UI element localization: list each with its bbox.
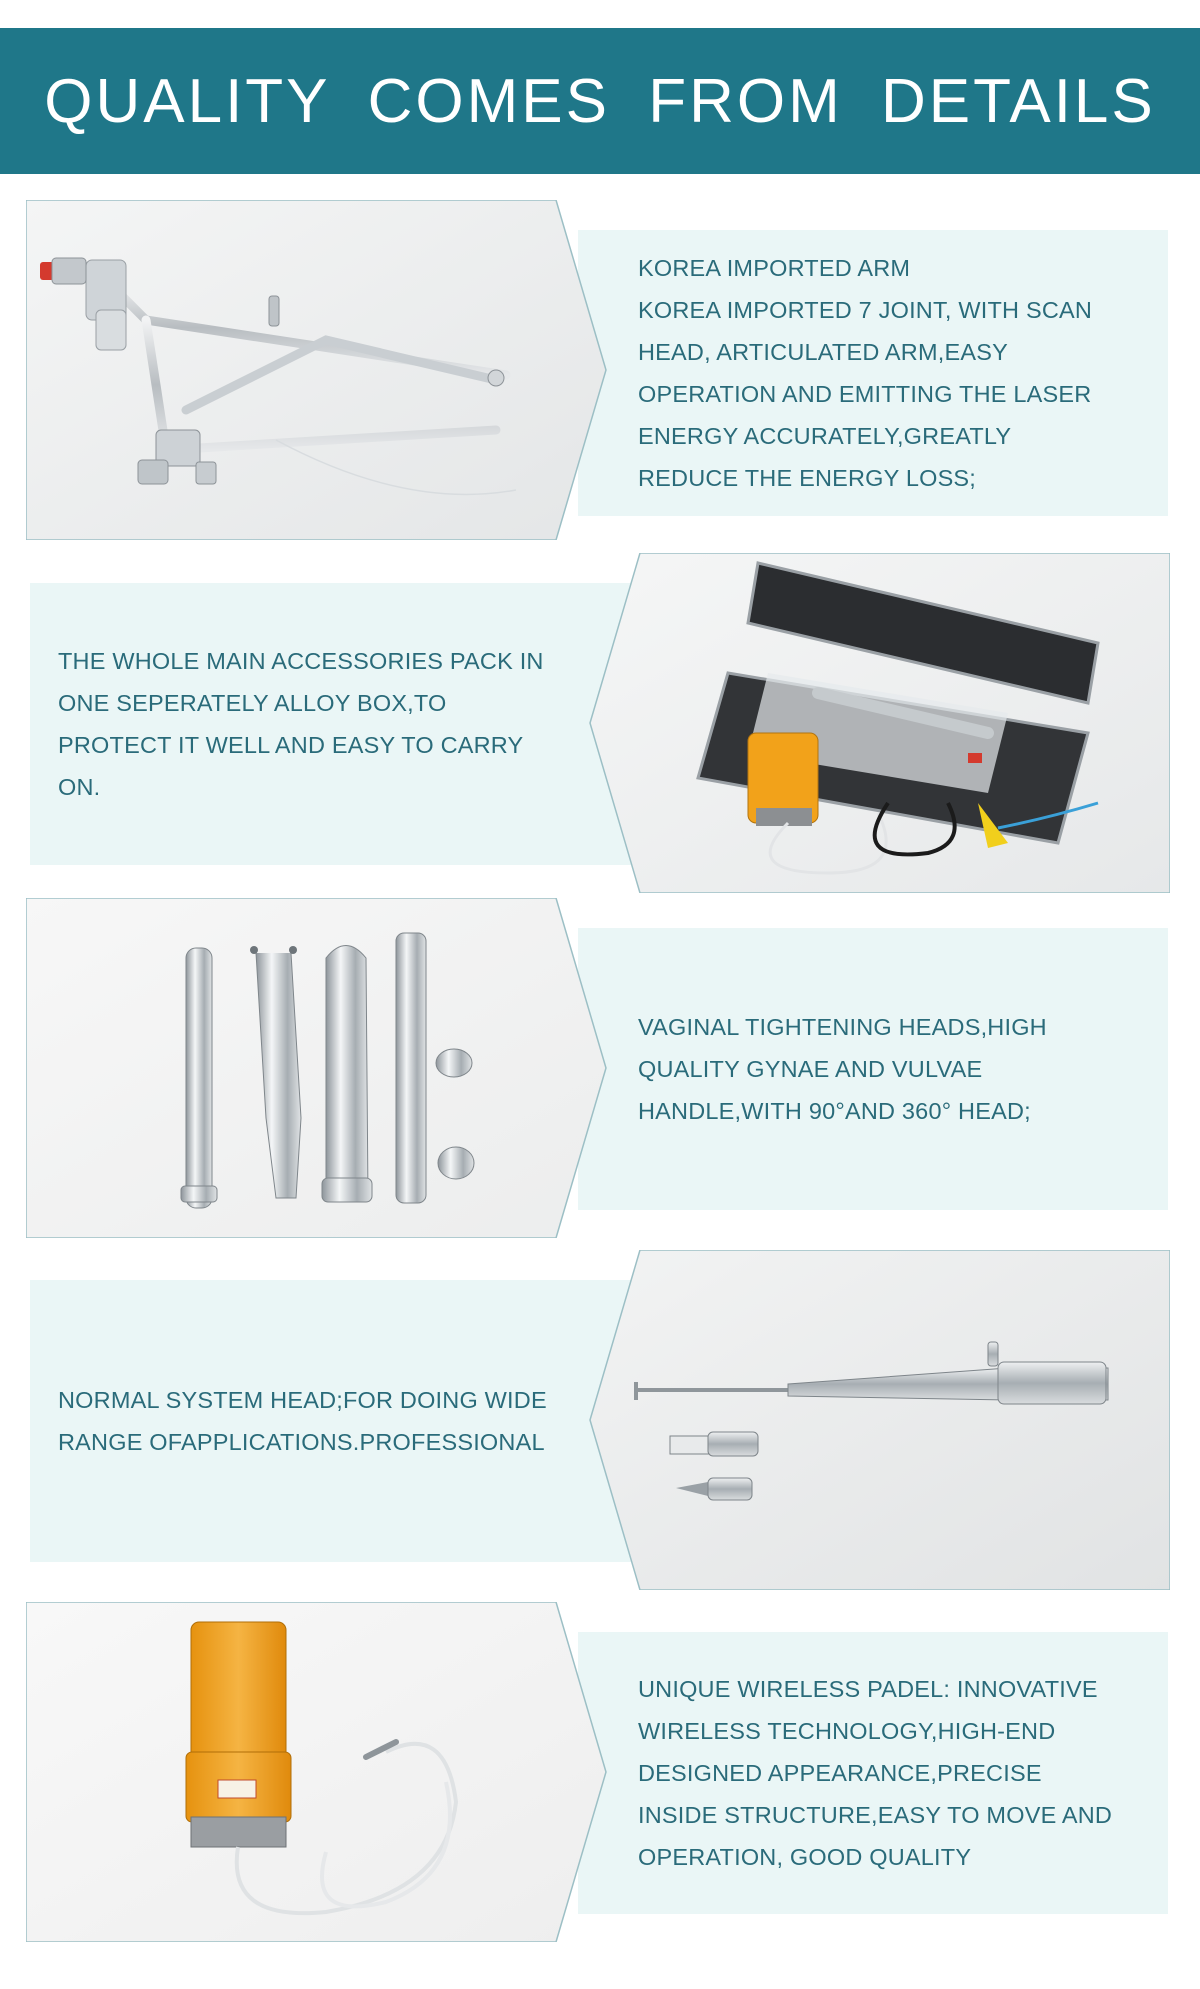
feature-description — [58, 640, 640, 808]
feature-section-gyn-heads — [0, 898, 1200, 1238]
alloy-box-image — [588, 553, 1170, 893]
feature-line: VAGINAL TIGHTENING HEADS,HIGH — [638, 1014, 1047, 1040]
feature-line: QUALITY GYNAE AND VULVAE — [638, 1056, 983, 1082]
feature-line: KOREA IMPORTED ARM — [638, 255, 911, 281]
feature-line: ONE SEPERATELY ALLOY BOX,TO — [58, 690, 447, 716]
feature-line: OPERATION, GOOD QUALITY — [638, 1844, 972, 1870]
feature-text-panel — [578, 1632, 1168, 1914]
feature-line: INSIDE STRUCTURE,EASY TO MOVE AND — [638, 1802, 1113, 1828]
feature-description — [638, 1006, 1168, 1132]
feature-line: PROTECT IT WELL AND EASY TO CARRY — [58, 732, 524, 758]
feature-text-panel — [30, 583, 640, 865]
feature-section-arm — [0, 200, 1200, 540]
feature-text-panel — [578, 928, 1168, 1210]
feature-section-wireless-pedal — [0, 1602, 1200, 1942]
feature-description — [638, 247, 1168, 499]
feature-description — [638, 1668, 1168, 1878]
system-head-image — [588, 1250, 1170, 1590]
feature-line: NORMAL SYSTEM HEAD;FOR DOING WIDE — [58, 1387, 547, 1413]
feature-text-panel — [30, 1280, 640, 1562]
feature-line: KOREA IMPORTED 7 JOINT, WITH SCAN — [638, 297, 1093, 323]
feature-line: HEAD, ARTICULATED ARM,EASY — [638, 339, 1008, 365]
feature-line: THE WHOLE MAIN ACCESSORIES PACK IN — [58, 648, 544, 674]
feature-line: UNIQUE WIRELESS PADEL: INNOVATIVE — [638, 1676, 1098, 1702]
feature-line: DESIGNED APPEARANCE,PRECISE — [638, 1760, 1042, 1786]
feature-section-alloy-box — [0, 553, 1200, 893]
wireless-pedal-image — [26, 1602, 608, 1942]
feature-line: ENERGY ACCURATELY,GREATLY — [638, 423, 1012, 449]
feature-text-panel — [578, 230, 1168, 516]
vaginal-heads-image — [26, 898, 608, 1238]
feature-line: HANDLE,WITH 90°AND 360° HEAD; — [638, 1098, 1031, 1124]
header-banner — [0, 28, 1200, 174]
feature-line: OPERATION AND EMITTING THE LASER — [638, 381, 1092, 407]
feature-line: REDUCE THE ENERGY LOSS; — [638, 465, 977, 491]
feature-section-system-head — [0, 1250, 1200, 1590]
feature-line: RANGE OFAPPLICATIONS.PROFESSIONAL — [58, 1429, 545, 1455]
page-title: QUALITY COMES FROM DETAILS — [44, 66, 1156, 136]
feature-line: ON. — [58, 774, 101, 800]
articulated-arm-image — [26, 200, 608, 540]
feature-description — [58, 1379, 640, 1463]
feature-line: WIRELESS TECHNOLOGY,HIGH-END — [638, 1718, 1056, 1744]
